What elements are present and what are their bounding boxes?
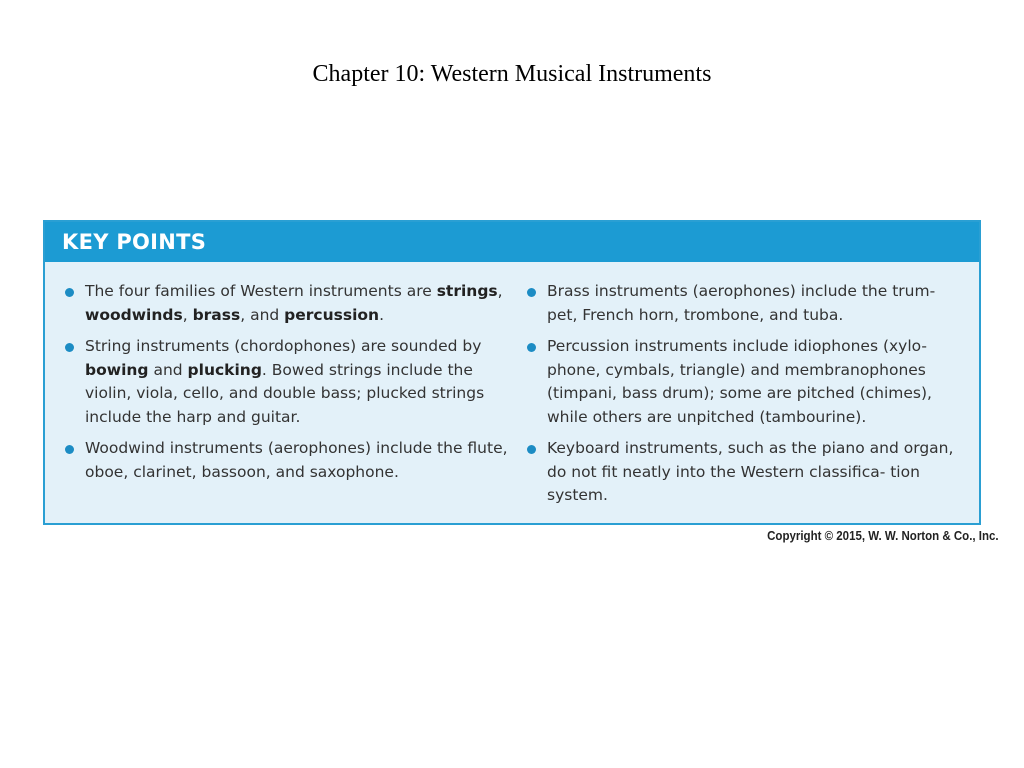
key-point-text [85, 282, 503, 324]
key-term: bowing [85, 360, 149, 379]
key-point-right-2 [525, 335, 965, 429]
key-term: plucking [187, 360, 262, 379]
bullet-dot-icon [527, 445, 536, 454]
copyright-notice: Copyright © 2015, W. W. Norton & Co., Inc. [767, 529, 999, 543]
key-point-text [85, 439, 508, 481]
key-point-right-3 [525, 437, 965, 508]
key-point-left-2 [63, 335, 511, 429]
bullet-dot-icon [65, 445, 74, 454]
bullet-dot-icon [65, 343, 74, 352]
page-title: Chapter 10: Western Musical Instruments [312, 61, 712, 87]
key-points-header [45, 222, 979, 262]
key-points-left-column [63, 280, 511, 492]
key-point-text-segment: , [497, 282, 503, 300]
key-term: strings [436, 282, 498, 300]
key-point-left-3 [63, 437, 511, 484]
key-point-text-segment: Percussion instruments include idiophones (xylo- phone, cymbals, triangle) and membranophones (timpani, bass drum); some are pitched (chimes), while others are unpitched (tambourine). [547, 337, 932, 426]
bullet-dot-icon [65, 288, 74, 297]
key-point-text-segment: Keyboard instruments, such as the piano and organ, do not fit neatly into the Western classifica- tion system. [547, 439, 954, 504]
key-point-text [85, 337, 484, 426]
key-point-right-1 [525, 280, 965, 327]
key-point-text [547, 337, 932, 426]
key-point-text-segment: . [379, 305, 385, 324]
key-point-text-segment: Woodwind instruments (aerophones) include the flute, oboe, clarinet, bassoon, and saxophone. [85, 439, 508, 481]
key-point-left-1 [63, 280, 511, 327]
key-point-text-segment: , and [240, 305, 285, 324]
key-term: percussion [284, 305, 380, 324]
key-point-text-segment: Brass instruments (aerophones) include the trum- pet, French horn, trombone, and tuba. [547, 282, 936, 324]
key-points-right-column [525, 280, 965, 516]
key-points-box [43, 220, 981, 525]
key-point-text-segment: String instruments (chordophones) are sounded by [85, 337, 482, 355]
key-point-text [547, 282, 935, 324]
bullet-dot-icon [527, 343, 536, 352]
key-points-columns [45, 262, 979, 523]
key-points-heading: KEY POINTS [62, 230, 207, 254]
key-point-text-segment: The four families of Western instruments are [85, 282, 437, 300]
bullet-dot-icon [527, 288, 536, 297]
key-point-text-segment: and [148, 360, 188, 379]
key-point-text-segment: , [182, 305, 193, 324]
key-point-text-segment: . Bowed strings include the violin, viola, cello, and double bass; plucked strings include the harp and guitar. [85, 360, 485, 426]
key-term: woodwinds [85, 305, 183, 324]
key-point-text [547, 439, 953, 504]
key-term: brass [192, 305, 241, 324]
